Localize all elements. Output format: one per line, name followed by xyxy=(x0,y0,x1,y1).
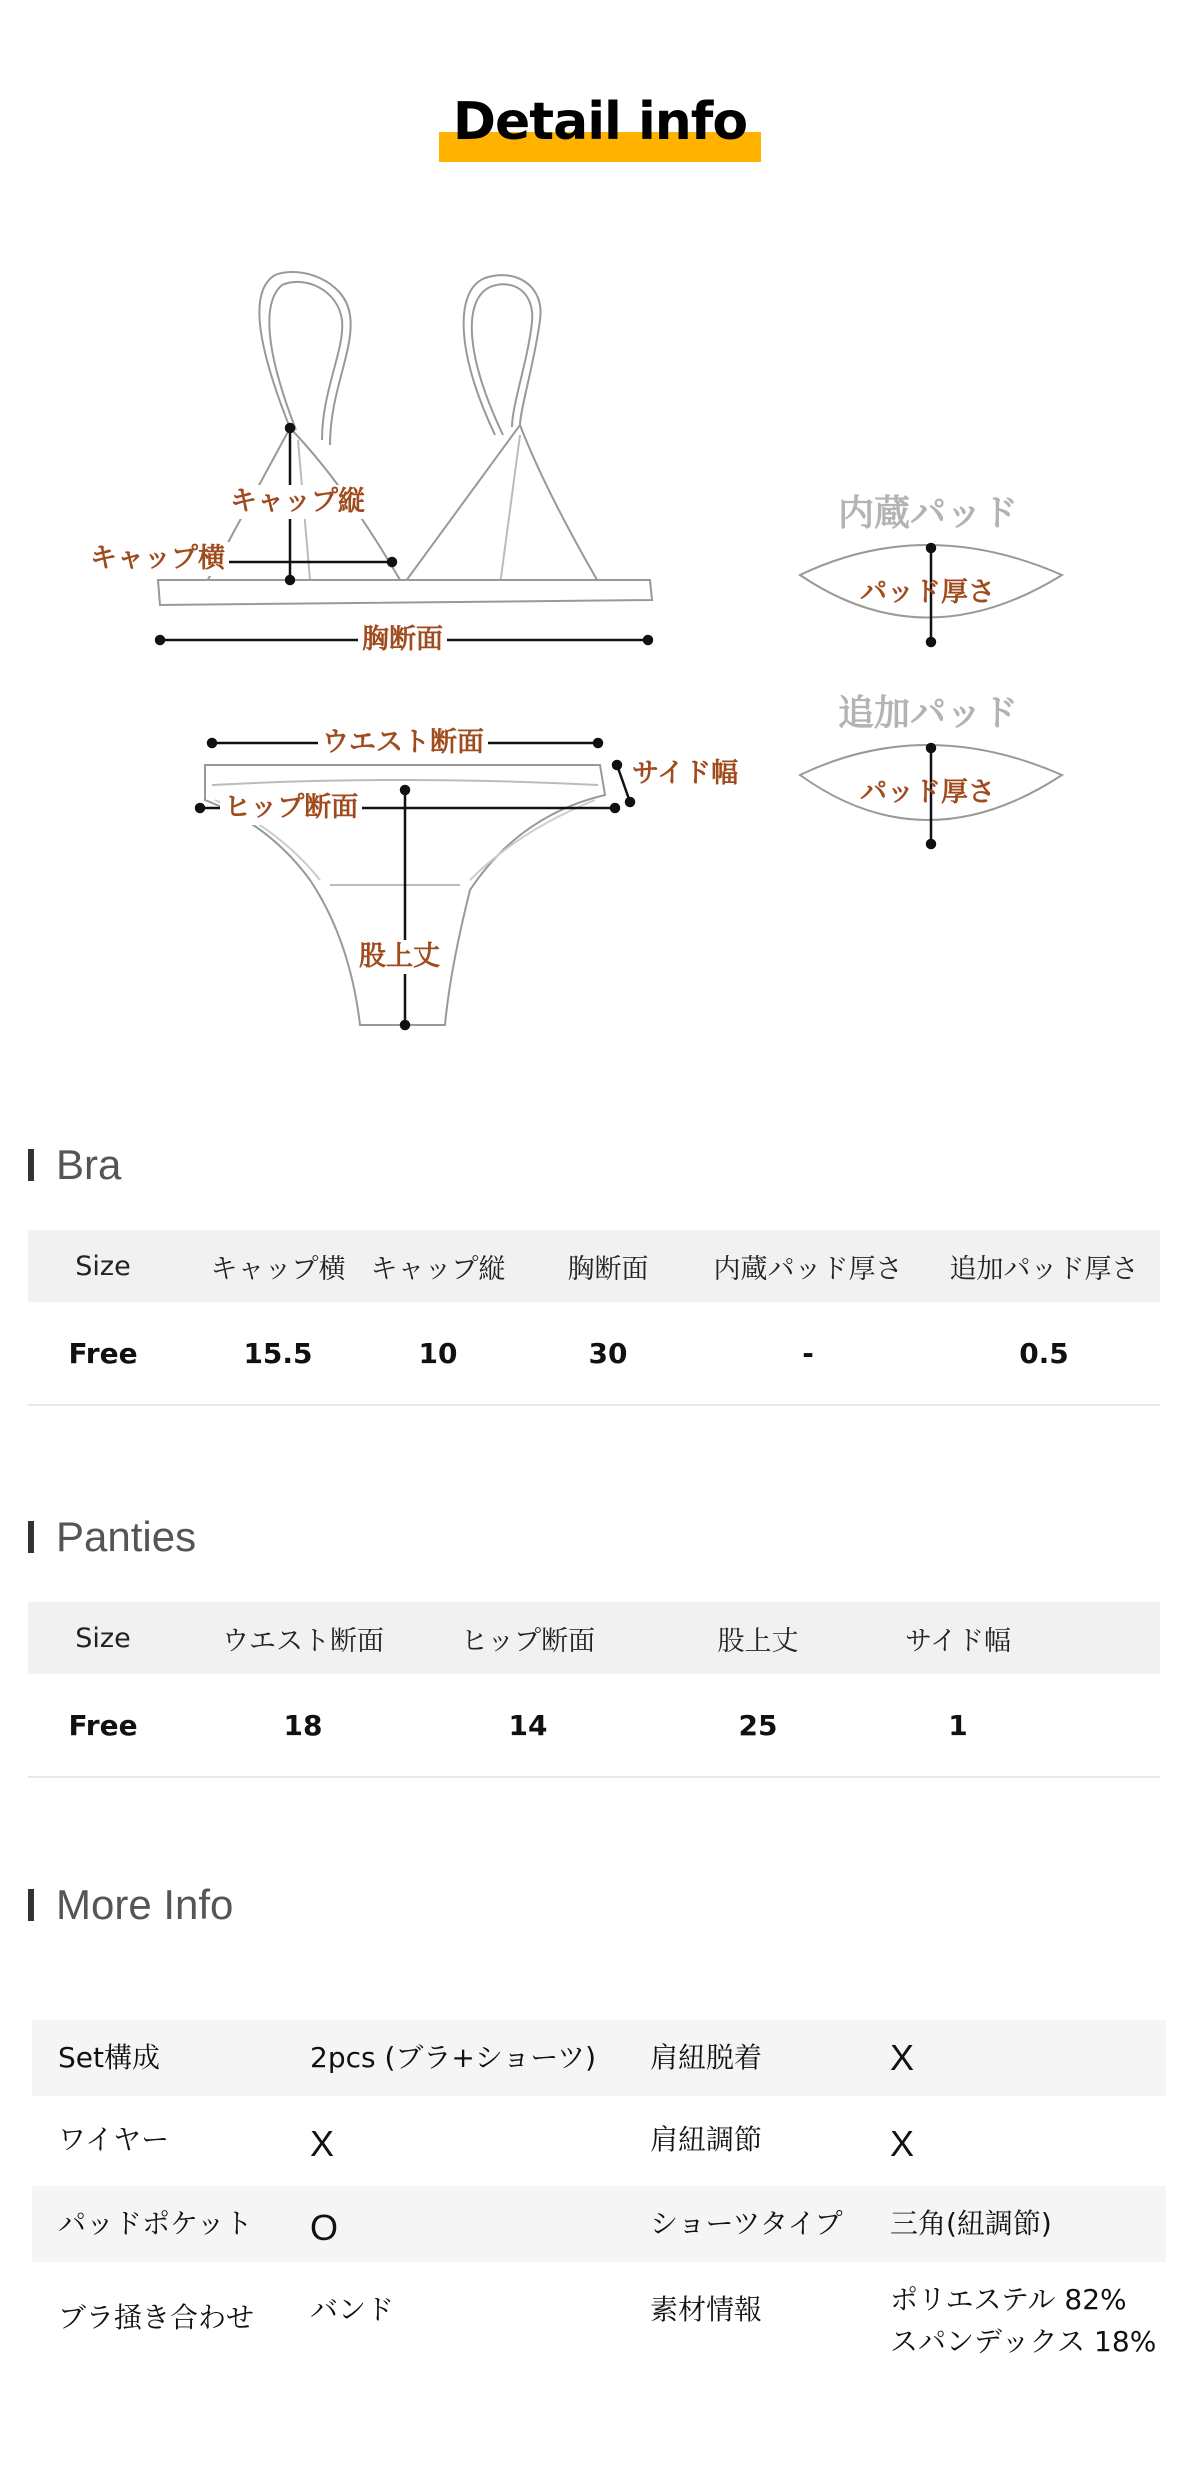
info-value: バンド xyxy=(310,2293,395,2326)
table-cell: 25 xyxy=(738,1708,778,1742)
header-cell: 股上丈 xyxy=(717,1625,799,1657)
more-info-table xyxy=(32,2020,1166,2372)
table-header xyxy=(28,1230,1160,1302)
header-cell: ウエスト断面 xyxy=(222,1625,384,1657)
table-cell: 18 xyxy=(283,1708,323,1742)
info-row xyxy=(32,2262,1166,2372)
header-cell: 内蔵パッド厚さ xyxy=(713,1253,903,1285)
label-cup-height: キャップ縦 xyxy=(226,485,369,519)
page-title: Detail info xyxy=(452,92,748,152)
info-key: ショーツタイプ xyxy=(650,2207,843,2240)
panties-size-table xyxy=(28,1602,1160,1778)
label-chest: 胸断面 xyxy=(358,623,447,657)
label-side-width: サイド幅 xyxy=(632,758,739,789)
info-row xyxy=(32,2096,1166,2186)
info-value: X xyxy=(890,2123,915,2164)
built-in-pad-title: 内蔵パッド xyxy=(838,493,1019,534)
table-cell: 1 xyxy=(948,1708,968,1742)
panties-heading: Panties xyxy=(56,1513,197,1560)
panties-section-heading xyxy=(28,1512,196,1562)
header-cell: 追加パッド厚さ xyxy=(949,1253,1139,1285)
header-cell: Size xyxy=(75,1250,131,1282)
heading-bar xyxy=(28,1889,34,1921)
info-value: 2pcs (ブラ+ショーツ) xyxy=(310,2041,597,2074)
table-row xyxy=(28,1674,1160,1778)
table-cell: - xyxy=(802,1336,814,1370)
info-value: スパンデックス 18% xyxy=(890,2325,1157,2358)
label-waist: ウエスト断面 xyxy=(318,726,488,760)
heading-bar xyxy=(28,1149,34,1181)
header-cell: サイド幅 xyxy=(904,1625,1012,1657)
bra-size-table xyxy=(28,1230,1160,1406)
header-cell: ヒップ断面 xyxy=(460,1625,596,1657)
detail-info-header xyxy=(0,92,1200,152)
table-header xyxy=(28,1602,1160,1674)
info-row xyxy=(32,2186,1166,2262)
table-cell: 14 xyxy=(508,1708,548,1742)
table-cell: 15.5 xyxy=(243,1336,313,1370)
info-value: O xyxy=(310,2207,339,2248)
header-cell: キャップ横 xyxy=(210,1253,346,1285)
info-key: パッドポケット xyxy=(58,2207,253,2240)
header-cell: キャップ縦 xyxy=(370,1253,506,1285)
table-cell: 30 xyxy=(588,1336,628,1370)
info-key: 素材情報 xyxy=(650,2293,763,2326)
info-key: ブラ掻き合わせ xyxy=(58,2301,255,2334)
info-key: ワイヤー xyxy=(58,2123,170,2156)
garment-illustration xyxy=(0,240,1200,1070)
right-cup xyxy=(403,425,600,585)
size-diagram xyxy=(0,240,1200,1070)
label-hip: ヒップ断面 xyxy=(220,791,362,825)
table-row xyxy=(28,1302,1160,1406)
info-value: ポリエステル 82% xyxy=(890,2283,1127,2316)
label-rise: 股上丈 xyxy=(355,940,444,974)
info-value: 三角(紐調節) xyxy=(890,2207,1052,2240)
info-key: 肩紐調節 xyxy=(650,2123,763,2156)
extra-pad-thickness-label: パッド厚さ xyxy=(860,777,995,808)
label-cup-width: キャップ横 xyxy=(86,542,229,576)
info-key: Set構成 xyxy=(58,2041,160,2074)
more-info-heading: More Info xyxy=(56,1881,234,1928)
heading-bar xyxy=(28,1521,34,1553)
bra-section-heading xyxy=(28,1140,121,1190)
info-value: X xyxy=(310,2123,335,2164)
table-cell: Free xyxy=(68,1336,138,1370)
table-cell: Free xyxy=(68,1708,138,1742)
more-info-section-heading xyxy=(28,1880,233,1930)
extra-pad-title: 追加パッド xyxy=(838,693,1019,734)
bra-band xyxy=(158,580,652,605)
header-cell: Size xyxy=(75,1622,131,1654)
right-strap-inner xyxy=(472,284,532,435)
header-cell: 胸断面 xyxy=(567,1253,649,1285)
info-value: X xyxy=(890,2037,915,2078)
info-key: 肩紐脱着 xyxy=(650,2041,763,2074)
table-cell: 0.5 xyxy=(1019,1336,1069,1370)
info-row xyxy=(32,2020,1166,2096)
bra-heading: Bra xyxy=(56,1141,122,1188)
table-cell: 10 xyxy=(418,1336,458,1370)
built-in-pad-thickness-label: パッド厚さ xyxy=(860,577,995,608)
